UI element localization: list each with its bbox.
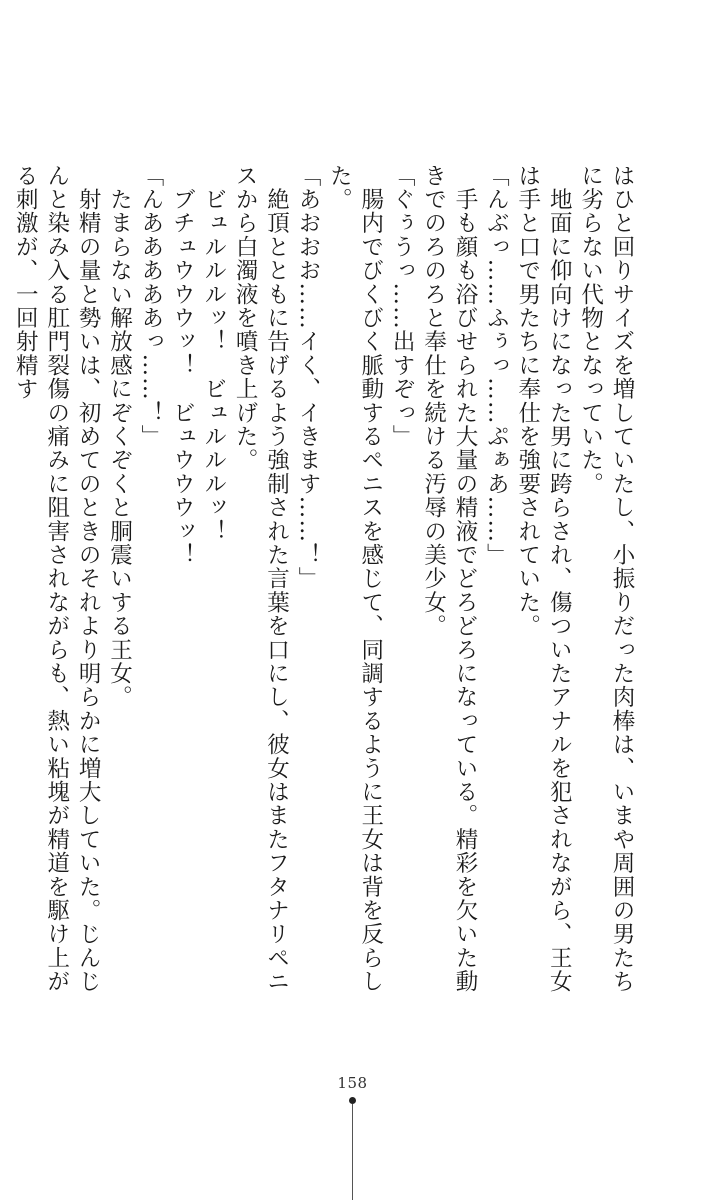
dialogue-line: 「あおおお……イく、イきます……！」 [294,164,321,591]
paragraph: 手も顔も浴びせられた大量の精液でどろどろになっている。精彩を欠いた動きでのろのろと奉仕を続ける汚辱の美少女。 [420,164,478,994]
vertical-text-block [12,164,637,1004]
paragraph: 射精の量と勢いは、初めてのときのそれより明らかに増大していた。じんじんと染み入る肛門裂傷の痛みに阻害されながらも、熱い粘塊が精道を駆け上がる刺激が、一回射精す [12,164,102,994]
dialogue-line: 「ぐぅうっ……出すぞっ」 [389,164,416,449]
sound-effect-line: ビュルルルッ！ ビュルルルッ！ [200,164,227,544]
paragraph: 地面に仰向けになった男に跨らされ、傷ついたアナルを犯されながら、王女は手と口で男たちに奉仕を強要されていた。 [514,164,573,994]
folio-dot-ornament [349,1097,356,1104]
paragraph: はひと回りサイズを増していたし、小振りだった肉棒は、いまや周囲の男たちに劣らない代物となっていた。 [577,164,635,994]
paragraph: 腸内でびくびく脈動するペニスを感じて、同調するように王女は背を反らした。 [326,164,384,994]
sound-effect-line: ブチュウウウッ！ ビュウウウッ！ [169,164,196,567]
dialogue-line: 「んあああああっ……！」 [137,164,164,449]
folio-line-ornament [352,1104,353,1200]
paragraph: たまらない解放感にぞくぞくと胴震いする王女。 [106,164,133,710]
page-number: 158 [337,1074,368,1092]
paragraph: 絶頂とともに告げるよう強制された言葉を口にし、彼女はまたフタナリペニスから白濁液を噴き上げた。 [232,164,290,994]
dialogue-line: 「んぶっ……ふぅっ……ぷぁあ……」 [483,164,510,567]
